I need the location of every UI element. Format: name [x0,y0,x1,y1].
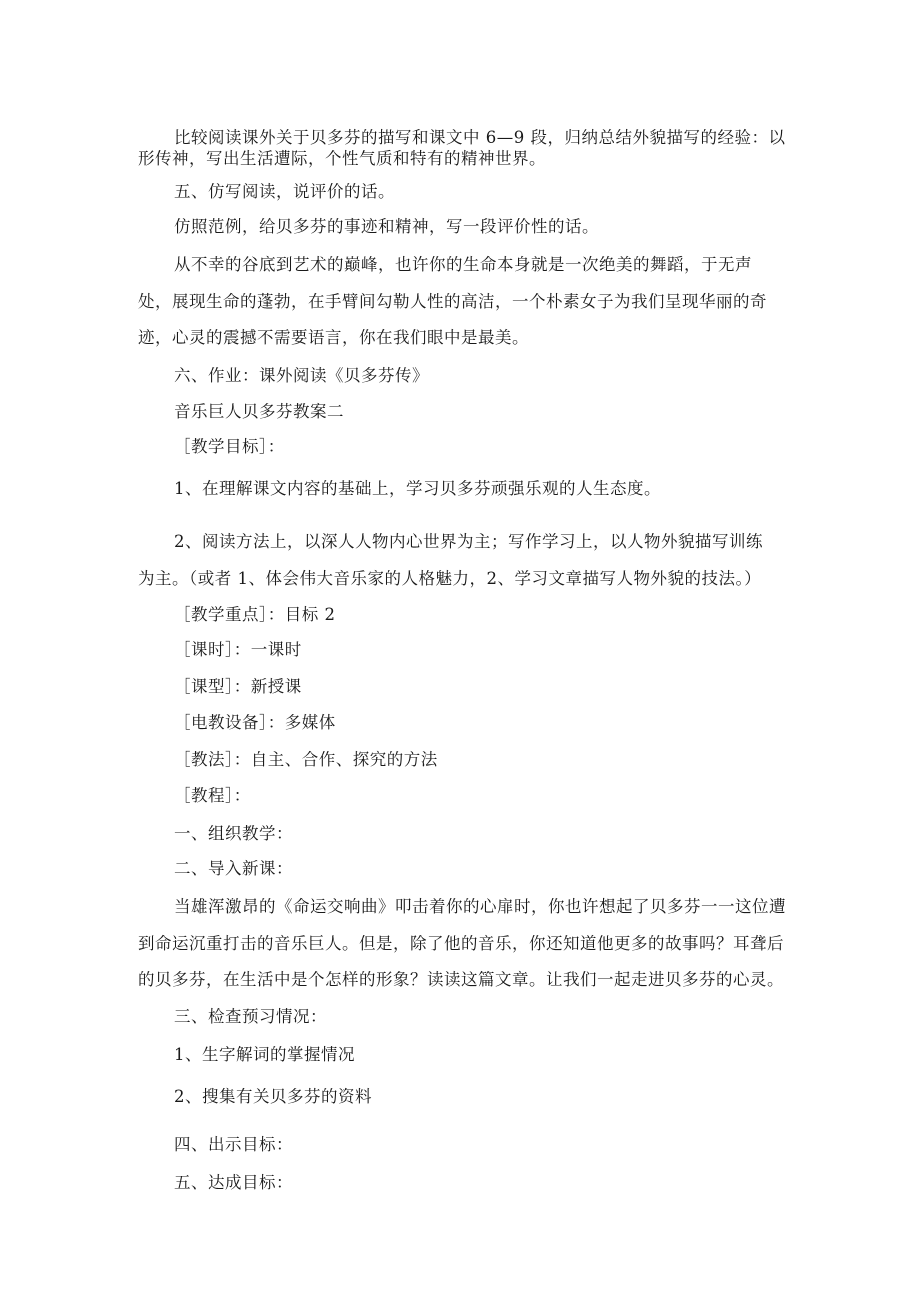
paragraph-line: 从不幸的谷底到艺术的巅峰，也许你的生命本身就是一次绝美的舞蹈，于无声 [174,255,752,274]
label-line: ［教法］：自主、合作、探究的方法 [174,750,438,769]
paragraph-line: 当雄浑激昂的《命运交响曲》叩击着你的心扉时，你也许想起了贝多芬一一这位遭 [174,897,786,916]
section-heading: 六、作业：课外阅读《贝多芬传》 [174,366,429,385]
section-heading: 三、检查预习情况： [174,1007,327,1026]
section-heading: 五、达成目标： [174,1173,293,1192]
label-line: ［教学重点］：目标 2 [174,605,336,624]
label-line: ［课型］：新授课 [174,677,302,696]
paragraph-line: 仿照范例，给贝多芬的事迹和精神，写一段评价性的话。 [174,217,599,236]
list-item: 1、在理解课文内容的基础上，学习贝多芬顽强乐观的人生态度。 [174,479,661,498]
label-line: ［教程］： [174,786,251,805]
paragraph-line: 为主。（或者 1、体会伟大音乐家的人格魅力，2、学习文章描写人物外貌的技法。） [138,569,762,588]
list-item: 2、阅读方法上，以深人人物内心世界为主；写作学习上，以人物外貌描写训练 [174,532,763,551]
paragraph-line: 形传神，写出生活遭际，个性气质和特有的精神世界。 [138,149,546,168]
paragraph-line: 比较阅读课外关于贝多芬的描写和课文中 6—9 段，归纳总结外貌描写的经验：以 [174,128,786,147]
document-title: 音乐巨人贝多芬教案二 [174,402,344,421]
list-item: 2、搜集有关贝多芬的资料 [174,1087,372,1106]
list-item: 1、生字解词的掌握情况 [174,1045,355,1064]
paragraph-line: 的贝多芬，在生活中是个怎样的形象？读读这篇文章。让我们一起走进贝多芬的心灵。 [138,970,784,989]
label-line: ［课时］：一课时 [174,640,302,659]
label-line: ［电教设备］：多媒体 [174,713,336,732]
section-heading: 一、组织教学： [174,824,293,843]
paragraph-line: 到命运沉重打击的音乐巨人。但是，除了他的音乐，你还知道他更多的故事吗？耳聋后 [138,934,784,953]
section-heading: 二、导入新课： [174,859,293,878]
paragraph-line: 迹，心灵的震撼不需要语言，你在我们眼中是最美。 [138,328,529,347]
section-heading: 五、仿写阅读，说评价的话。 [174,182,395,201]
section-heading: 四、出示目标： [174,1135,293,1154]
paragraph-line: 处，展现生命的蓬勃，在手臂间勾勒人性的高洁，一个朴素女子为我们呈现华丽的奇 [138,292,767,311]
label-line: ［教学目标］： [174,437,285,456]
